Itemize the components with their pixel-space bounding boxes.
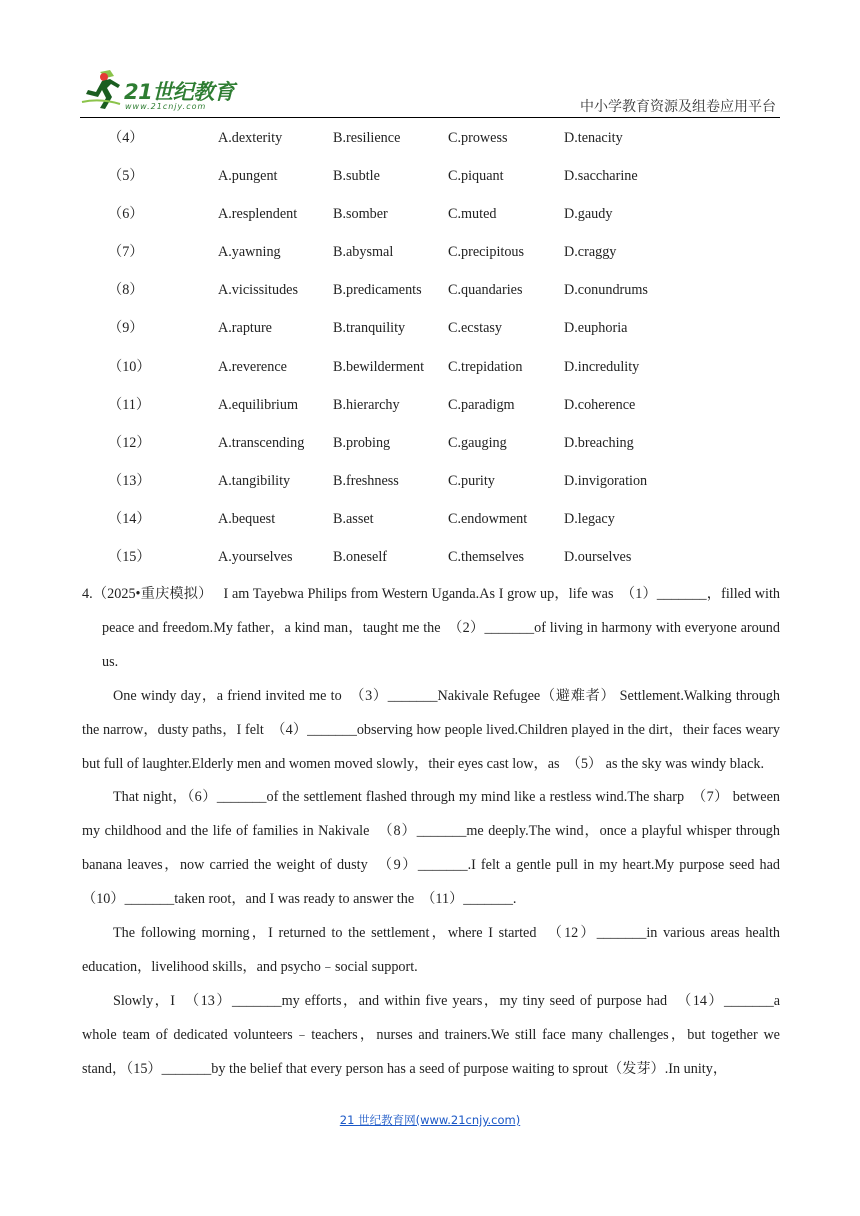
option-b: B.asset bbox=[333, 510, 374, 527]
option-d: D.craggy bbox=[564, 244, 617, 261]
option-row bbox=[82, 278, 782, 316]
item-number: （12） bbox=[108, 434, 151, 451]
option-c: C.endowment bbox=[448, 510, 528, 527]
item-number: （15） bbox=[108, 549, 151, 566]
option-b: B.predicaments bbox=[333, 282, 422, 299]
passage-paragraph: The following morning，I returned to the settlement，where I started （12）_______in various areas health education，livelihood skills，and psycho﹣social support. bbox=[82, 925, 780, 975]
option-b: B.probing bbox=[333, 434, 391, 451]
option-row bbox=[82, 126, 782, 164]
passage-paragraph: One windy day，a friend invited me to （3）_______Nakivale Refugee（避难者） Settlement.Walking through the narrow，dusty paths，I felt （4）_______observing how people lived.Children played in the dirt，their faces weary but full of laughter.Elderly men and women moved slowly，their eyes cast low，as （5） as the sky was windy black. bbox=[82, 687, 780, 772]
option-c: C.trepidation bbox=[448, 358, 523, 375]
option-b: B.freshness bbox=[333, 472, 399, 489]
option-a: A.bequest bbox=[218, 510, 276, 527]
option-c: C.prowess bbox=[448, 130, 508, 146]
option-b: B.tranquility bbox=[333, 320, 406, 337]
item-number: （13） bbox=[108, 472, 151, 489]
option-c: C.ecstasy bbox=[448, 320, 502, 337]
passage-paragraph: Slowly，I （13）_______my efforts，and within five years，my tiny seed of purpose had （14）_______a whole team of dedicated volunteers﹣teachers，nurses and trainers.We still face many challenges，but together we stand，（15）_______by the belief that every person has a seed of purpose waiting to sprout（发芽）.In unity， bbox=[82, 992, 780, 1077]
option-a: A.rapture bbox=[218, 320, 272, 337]
option-c: C.piquant bbox=[448, 168, 504, 185]
item-number: （4） bbox=[108, 130, 144, 146]
option-a: A.tangibility bbox=[218, 472, 291, 489]
runner-logo-icon bbox=[80, 68, 124, 112]
question-intro-paragraph bbox=[82, 578, 780, 680]
page-header bbox=[80, 66, 780, 118]
option-a: A.yawning bbox=[218, 244, 281, 261]
cloze-passage bbox=[82, 578, 795, 1087]
option-c: C.gauging bbox=[448, 434, 507, 451]
option-a: A.resplendent bbox=[218, 206, 298, 223]
option-c: C.muted bbox=[448, 206, 497, 223]
option-row bbox=[82, 202, 782, 240]
item-number: （7） bbox=[108, 244, 144, 261]
option-row bbox=[82, 393, 782, 431]
option-row bbox=[82, 469, 782, 507]
option-d: D.tenacity bbox=[564, 130, 623, 146]
option-a: A.reverence bbox=[218, 358, 287, 375]
footer-site-link[interactable]: 21 世纪教育网(www.21cnjy.com) bbox=[339, 1113, 521, 1127]
option-d: D.conundrums bbox=[564, 282, 648, 299]
option-a: A.dexterity bbox=[218, 130, 283, 146]
item-number: （14） bbox=[108, 510, 151, 527]
header-divider bbox=[80, 117, 780, 118]
option-row bbox=[82, 316, 782, 354]
item-number: （6） bbox=[108, 206, 144, 223]
option-row bbox=[82, 507, 782, 545]
option-b: B.hierarchy bbox=[333, 396, 400, 413]
option-c: C.paradigm bbox=[448, 396, 515, 413]
logo-brand-text: 21世纪教育 bbox=[124, 80, 235, 104]
passage-text: I am Tayebwa Philips from Western Uganda.As I grow up，life was （1）_______，filled with peace and freedom.My father，a kind man，taught me the （2）_______of living in harmony with everyone around us. bbox=[102, 586, 780, 670]
option-a: A.vicissitudes bbox=[218, 282, 298, 299]
option-b: B.abysmal bbox=[333, 244, 394, 261]
question-source: （2025•重庆模拟） bbox=[92, 586, 206, 602]
option-d: D.ourselves bbox=[564, 549, 632, 566]
option-c: C.quandaries bbox=[448, 282, 523, 299]
option-row bbox=[82, 240, 782, 278]
option-a: A.pungent bbox=[218, 168, 278, 185]
logo-url-text: www.21cnjy.com bbox=[125, 102, 207, 111]
option-d: D.breaching bbox=[564, 434, 634, 451]
item-number: （8） bbox=[108, 282, 144, 299]
question-number: 4. bbox=[82, 586, 93, 602]
option-d: D.invigoration bbox=[564, 472, 648, 489]
option-row bbox=[82, 355, 782, 393]
option-a: A.equilibrium bbox=[218, 396, 298, 413]
option-a: A.transcending bbox=[218, 434, 305, 451]
option-a: A.yourselves bbox=[218, 549, 293, 566]
option-d: D.incredulity bbox=[564, 358, 640, 375]
item-number: （11） bbox=[108, 396, 151, 413]
option-c: C.precipitous bbox=[448, 244, 525, 261]
option-c: C.purity bbox=[448, 472, 495, 489]
option-d: D.legacy bbox=[564, 510, 615, 527]
option-d: D.coherence bbox=[564, 396, 636, 413]
answer-options-table bbox=[82, 126, 782, 583]
option-c: C.themselves bbox=[448, 549, 525, 566]
header-tagline: 中小学教育资源及组卷应用平台 bbox=[580, 99, 776, 115]
option-b: B.somber bbox=[333, 206, 388, 223]
option-b: B.oneself bbox=[333, 549, 387, 566]
option-d: D.saccharine bbox=[564, 168, 638, 185]
option-row bbox=[82, 431, 782, 469]
option-b: B.resilience bbox=[333, 130, 401, 146]
option-d: D.euphoria bbox=[564, 320, 628, 337]
option-d: D.gaudy bbox=[564, 206, 613, 223]
item-number: （5） bbox=[108, 168, 144, 185]
option-b: B.subtle bbox=[333, 168, 380, 185]
item-number: （9） bbox=[108, 320, 144, 337]
passage-paragraph: That night，（6）_______of the settlement flashed through my mind like a restless wind.The sharp （7） between my childhood and the life of families in Nakivale （8）_______me deeply.The wind，once a playful whisper through banana leaves，now carried the weight of dusty （9）_______.I felt a gentle pull in my heart.My purpose seed had （10）_______taken root，and I was ready to answer the （11）_______. bbox=[82, 789, 795, 908]
item-number: （10） bbox=[108, 358, 151, 375]
site-logo[interactable] bbox=[80, 66, 250, 114]
option-b: B.bewilderment bbox=[333, 358, 425, 375]
option-row bbox=[82, 164, 782, 202]
